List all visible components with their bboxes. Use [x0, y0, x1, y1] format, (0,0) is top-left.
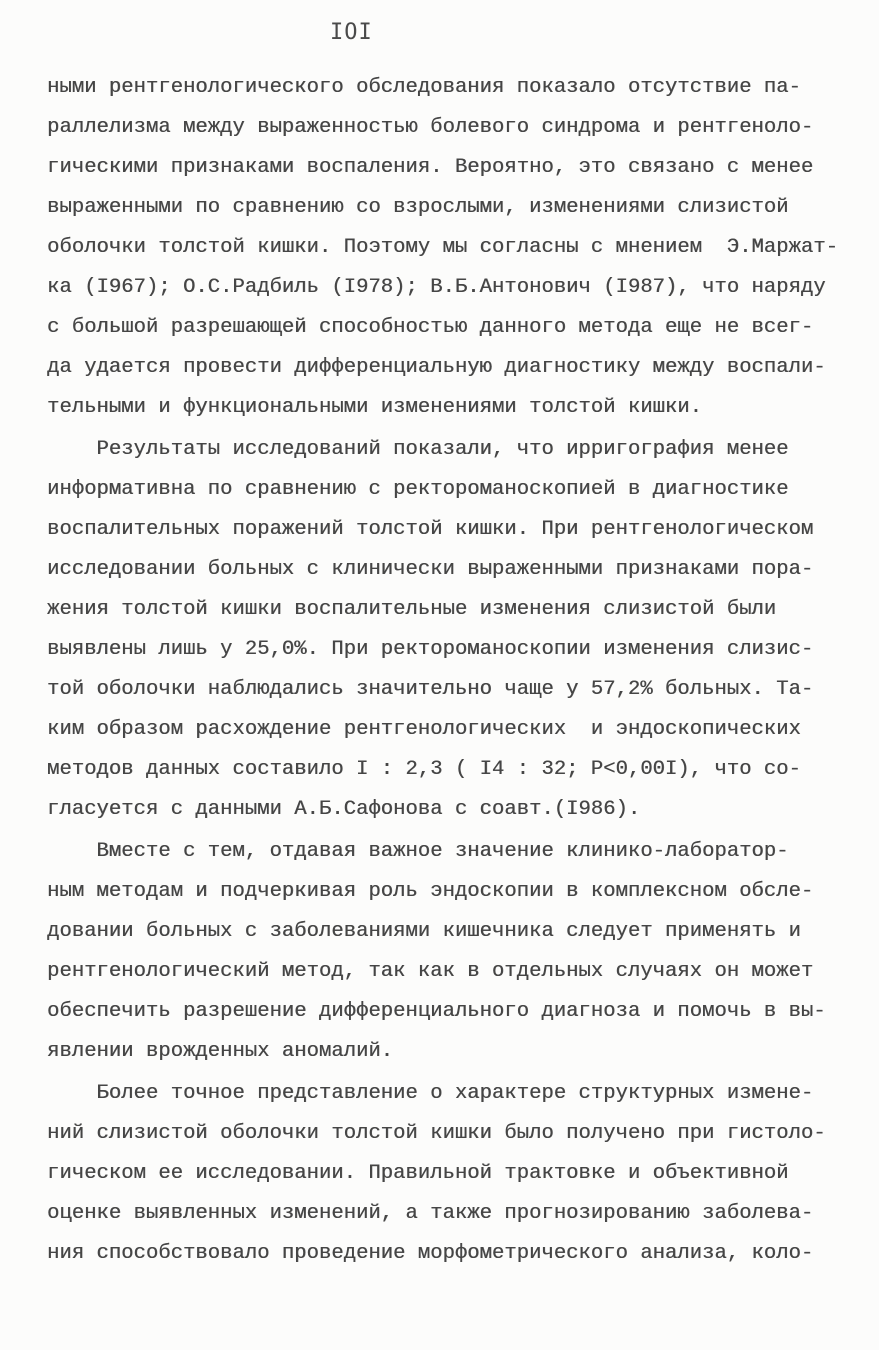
paragraph-start-line: Результаты исследований показали, что ирригография менее	[47, 438, 789, 461]
text-line: исследовании больных с клинически выраженными признаками пора-	[47, 558, 814, 581]
text-line: ния способствовало проведение морфометрического анализа, коло-	[47, 1242, 814, 1265]
paragraph-start-line: Более точное представление о характере структурных измене-	[47, 1082, 814, 1105]
text-line: гласуется с данными А.Б.Сафонова с соавт.(I986).	[47, 798, 641, 821]
text-line: явлении врожденных аномалий.	[47, 1040, 394, 1063]
text-line: рентгенологический метод, так как в отдельных случаях он может	[47, 960, 814, 983]
text-line: ными рентгенологического обследования показало отсутствие па-	[47, 76, 801, 99]
text-line: гическими признаками воспаления. Вероятно, это связано с менее	[47, 156, 814, 179]
text-line: раллелизма между выраженностью болевого синдрома и рентгеноло-	[47, 116, 814, 139]
text-line: довании больных с заболеваниями кишечника следует применять и	[47, 920, 801, 943]
text-line: методов данных составило I : 2,3 ( I4 : 32; P<0,00I), что со-	[47, 758, 801, 781]
text-line: оценке выявленных изменений, а также прогнозированию заболева-	[47, 1202, 814, 1225]
text-line: информативна по сравнению с ректороманоскопией в диагностике	[47, 478, 789, 501]
text-line: да удается провести дифференциальную диагностику между воспали-	[47, 356, 826, 379]
text-line: выраженными по сравнению со взрослыми, изменениями слизистой	[47, 196, 789, 219]
text-line: выявлены лишь у 25,0%. При ректороманоскопии изменения слизис-	[47, 638, 814, 661]
text-line: ка (I967); О.С.Радбиль (I978); В.Б.Антонович (I987), что наряду	[47, 276, 826, 299]
text-line: жения толстой кишки воспалительные изменения слизистой были	[47, 598, 777, 621]
text-line: ний слизистой оболочки толстой кишки было получено при гистоло-	[47, 1122, 826, 1145]
text-line: ным методам и подчеркивая роль эндоскопии в комплексном обсле-	[47, 880, 814, 903]
text-line: оболочки толстой кишки. Поэтому мы согласны с мнением Э.Маржат-	[47, 236, 838, 259]
text-line: с большой разрешающей способностью данного метода еще не всег-	[47, 316, 814, 339]
text-line: тельными и функциональными изменениями толстой кишки.	[47, 396, 702, 419]
text-line: той оболочки наблюдались значительно чаще у 57,2% больных. Та-	[47, 678, 814, 701]
text-line: воспалительных поражений толстой кишки. При рентгенологическом	[47, 518, 814, 541]
page-number: IOI	[330, 20, 373, 45]
text-line: ким образом расхождение рентгенологических и эндоскопических	[47, 718, 801, 741]
paragraph-start-line: Вместе с тем, отдавая важное значение клинико-лаборатор-	[47, 840, 789, 863]
text-line: обеспечить разрешение дифференциального диагноза и помочь в вы-	[47, 1000, 826, 1023]
text-line: гическом ее исследовании. Правильной трактовке и объективной	[47, 1162, 789, 1185]
